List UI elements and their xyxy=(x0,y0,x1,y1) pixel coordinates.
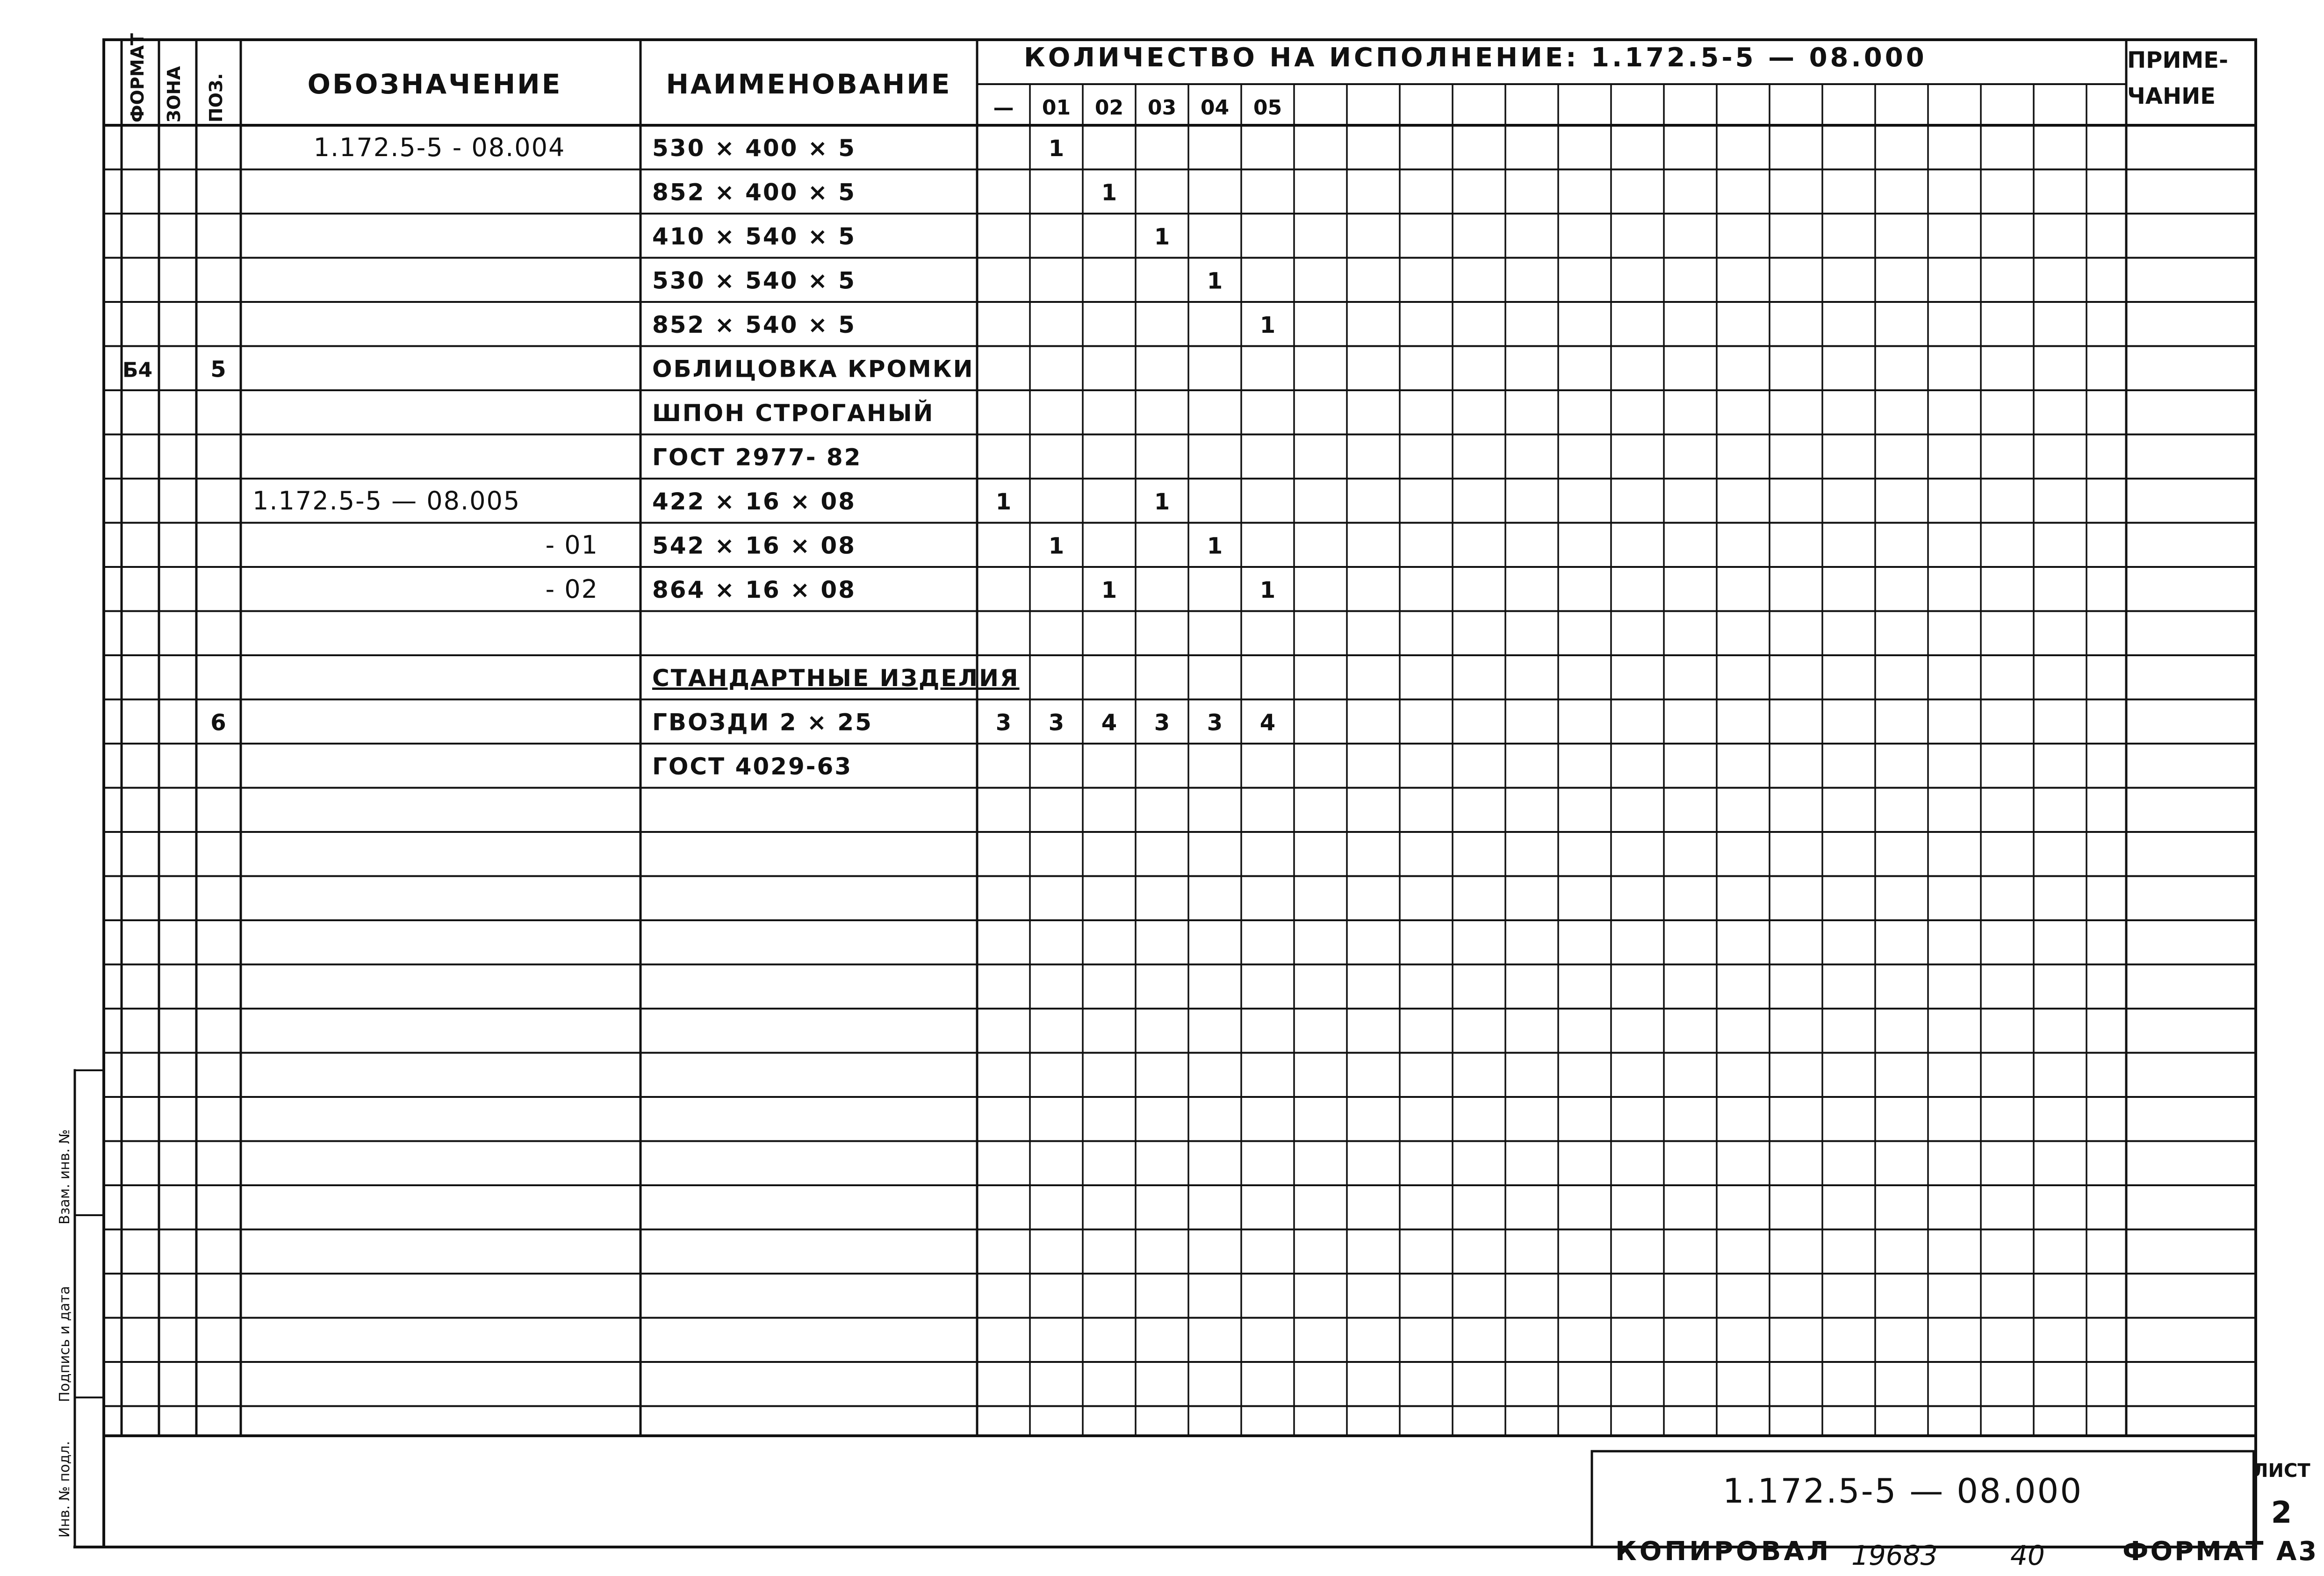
row-name: 410 × 540 × 5 xyxy=(652,223,856,250)
title-block xyxy=(1723,1460,2311,1530)
header-quantity: КОЛИЧЕСТВО НА ИСПОЛНЕНИЕ: 1.172.5-5 — 08.000 xyxy=(1024,43,1927,73)
row-quantity: 1 xyxy=(1048,533,1065,559)
side-stamp-line1: Инв. № подл. xyxy=(57,1441,73,1538)
table-body xyxy=(122,133,1275,780)
row-name: ШПОН СТРОГАНЫЙ xyxy=(652,400,935,427)
row-name: ГОСТ 4029-63 xyxy=(652,753,853,780)
row-quantity: 4 xyxy=(1101,709,1117,736)
row-pos: 5 xyxy=(210,356,226,383)
row-name: 530 × 540 × 5 xyxy=(652,267,856,294)
row-designation: - 02 xyxy=(545,574,598,604)
row-name: 852 × 540 × 5 xyxy=(652,311,856,338)
sheet-footer xyxy=(1615,1536,2318,1571)
row-name: 530 × 400 × 5 xyxy=(652,135,856,162)
execution-column-0: — xyxy=(993,96,1014,120)
row-name: 542 × 16 × 08 xyxy=(652,532,856,559)
format-label: ФОРМАТ А3 xyxy=(2123,1536,2319,1567)
execution-column-5: 05 xyxy=(1253,96,1282,120)
row-designation: - 01 xyxy=(545,530,598,560)
side-stamp-line2: Подпись и дата xyxy=(57,1286,73,1402)
row-name: 852 × 400 × 5 xyxy=(652,179,856,206)
header-zone: ЗОНА xyxy=(164,66,184,122)
row-name: 422 × 16 × 08 xyxy=(652,488,856,515)
table-grid xyxy=(75,40,2256,1547)
sheet-label: ЛИСТ xyxy=(2252,1460,2310,1482)
header-designation: ОБОЗНАЧЕНИЕ xyxy=(307,68,562,100)
row-name: ОБЛИЦОВКА КРОМКИ xyxy=(652,355,974,383)
row-quantity: 1 xyxy=(1207,533,1223,559)
row-quantity: 1 xyxy=(995,489,1012,515)
execution-column-1: 01 xyxy=(1042,96,1071,120)
execution-column-2: 02 xyxy=(1094,96,1124,120)
side-stamp-line3: Взам. инв. № xyxy=(57,1129,73,1225)
execution-column-4: 04 xyxy=(1200,96,1230,120)
header-note-line1: ПРИМЕ- xyxy=(2127,47,2228,73)
row-name: СТАНДАРТНЫЕ ИЗДЕЛИЯ xyxy=(652,665,1020,692)
row-designation: 1.172.5-5 — 08.005 xyxy=(252,486,521,516)
row-quantity: 3 xyxy=(1048,709,1065,736)
row-quantity: 1 xyxy=(1207,268,1223,294)
execution-column-3: 03 xyxy=(1147,96,1177,120)
row-quantity: 4 xyxy=(1259,709,1276,736)
execution-column-headers xyxy=(993,96,1282,120)
row-quantity: 3 xyxy=(1154,709,1170,736)
copied-label: КОПИРОВАЛ xyxy=(1615,1536,1832,1567)
row-name: ГОСТ 2977- 82 xyxy=(652,444,862,471)
row-name: ГВОЗДИ 2 × 25 xyxy=(652,709,873,736)
row-name: 864 × 16 × 08 xyxy=(652,576,856,603)
row-quantity: 1 xyxy=(1154,489,1170,515)
sheet-number: 2 xyxy=(2271,1496,2292,1530)
document-number: 1.172.5-5 — 08.000 xyxy=(1722,1471,2083,1511)
copied-extra: 40 xyxy=(2010,1540,2045,1571)
header-pos: ПОЗ. xyxy=(206,73,226,122)
copied-number: 19683 xyxy=(1851,1540,1938,1571)
row-quantity: 3 xyxy=(1207,709,1223,736)
table-header xyxy=(127,33,2228,122)
row-quantity: 1 xyxy=(1154,224,1170,250)
row-format: Б4 xyxy=(122,358,153,382)
row-quantity: 1 xyxy=(1048,136,1065,162)
header-name: НАИМЕНОВАНИЕ xyxy=(666,68,952,100)
side-stamp xyxy=(57,1129,73,1538)
row-quantity: 1 xyxy=(1101,179,1117,206)
row-quantity: 1 xyxy=(1259,312,1276,338)
header-format: ФОРМАТ xyxy=(127,33,148,122)
row-quantity: 1 xyxy=(1259,577,1276,603)
row-quantity: 3 xyxy=(995,709,1012,736)
row-quantity: 1 xyxy=(1101,577,1117,603)
header-note-line2: ЧАНИЕ xyxy=(2127,83,2216,109)
row-pos: 6 xyxy=(210,709,226,736)
row-designation: 1.172.5-5 - 08.004 xyxy=(313,133,566,162)
